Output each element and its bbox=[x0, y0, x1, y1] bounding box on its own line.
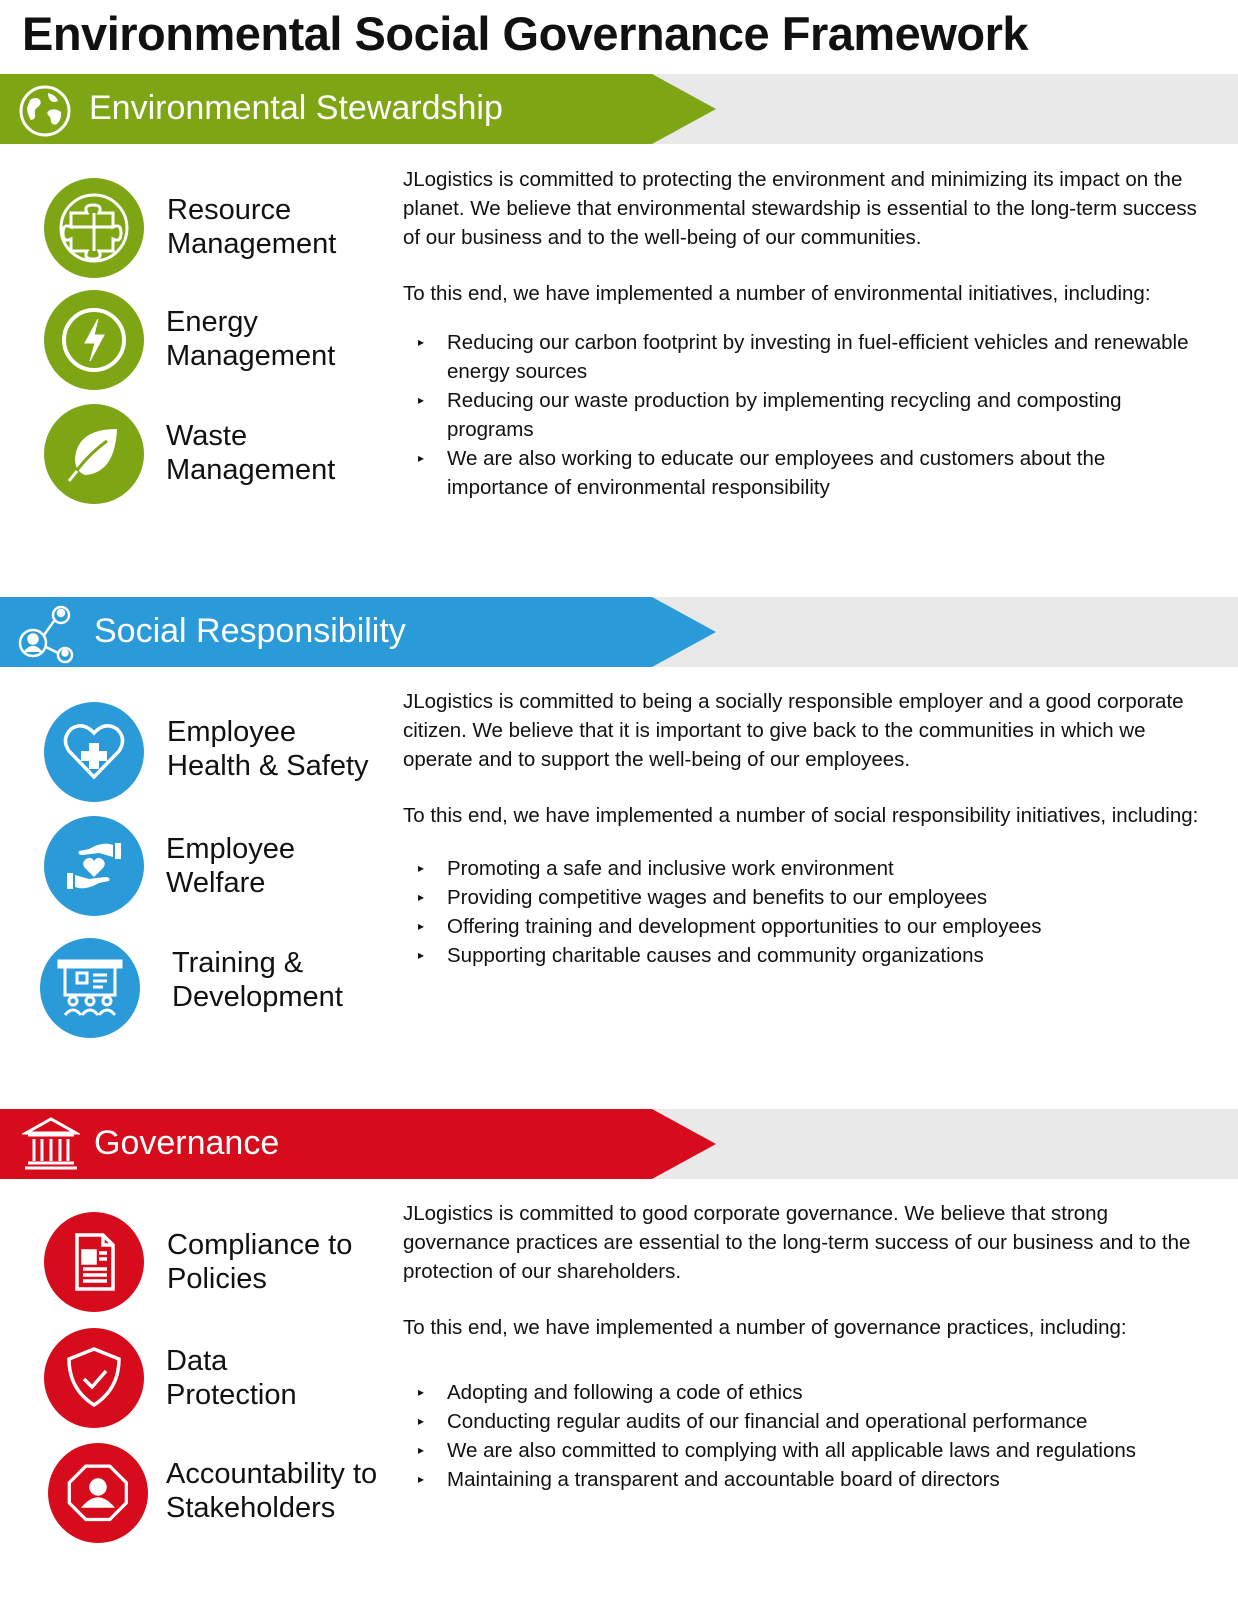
section-banner-social bbox=[0, 597, 1238, 667]
paragraph: To this end, we have implemented a number of governance practices, including: bbox=[403, 1316, 1127, 1339]
hands-heart-icon bbox=[44, 816, 144, 916]
section-body-environmental bbox=[403, 165, 1203, 502]
paragraph: To this end, we have implemented a number of social responsibility initiatives, including: bbox=[403, 804, 1199, 827]
leaf-icon bbox=[44, 404, 144, 504]
paragraph: JLogistics is committed to protecting the environment and minimizing its impact on the planet. We believe that environmental stewardship is essential to the long-term success of our business and to the well-being of our communities. bbox=[403, 168, 1197, 249]
item-label-data-protection: Data Protection bbox=[166, 1345, 297, 1411]
list-item: ▸ Offering training and development opportunities to our employees bbox=[403, 912, 1203, 941]
people-network-icon bbox=[16, 603, 78, 665]
list-item: ▸ Adopting and following a code of ethics bbox=[403, 1378, 1203, 1407]
globe-icon bbox=[18, 84, 72, 138]
item-label-employee-health-safety: Employee Health & Safety bbox=[167, 716, 369, 782]
item-label-compliance-to-policies: Compliance to Policies bbox=[167, 1229, 353, 1295]
page-title: Environmental Social Governance Framework bbox=[22, 7, 1029, 60]
item-label-accountability-to-stakeholders: Accountability to Stakeholders bbox=[166, 1458, 378, 1524]
list-item: ▸ Supporting charitable causes and community organizations bbox=[403, 941, 1203, 970]
bullet-list bbox=[403, 854, 1203, 970]
puzzle-icon bbox=[44, 178, 144, 278]
institution-icon bbox=[22, 1115, 80, 1173]
bullet-list bbox=[403, 328, 1203, 502]
item-label-training-development: Training & Development bbox=[172, 947, 343, 1013]
section-body-social bbox=[403, 687, 1203, 970]
paragraph: JLogistics is committed to being a socially responsible employer and a good corporate citizen. We believe that it is important to give back to the communities in which we operate and to support the well-being of our employees. bbox=[403, 690, 1184, 771]
list-item: ▸ Providing competitive wages and benefits to our employees bbox=[403, 883, 1203, 912]
paragraph: JLogistics is committed to good corporate governance. We believe that strong governance practices are essential to the long-term success of our business and to the protection of our shareholders. bbox=[403, 1202, 1191, 1283]
section-banner-environmental bbox=[0, 74, 1238, 144]
item-label-energy-management: Energy Management bbox=[166, 306, 336, 372]
list-item: ▸ Reducing our waste production by implementing recycling and composting programs bbox=[403, 386, 1203, 444]
item-label-employee-welfare: Employee Welfare bbox=[166, 833, 295, 899]
shield-check-icon bbox=[44, 1328, 144, 1428]
classroom-icon bbox=[40, 938, 140, 1038]
bullet-list bbox=[403, 1378, 1203, 1494]
list-item: ▸ Maintaining a transparent and accountable board of directors bbox=[403, 1465, 1203, 1494]
list-item: ▸ Promoting a safe and inclusive work environment bbox=[403, 854, 1203, 883]
section-title: Governance bbox=[94, 1124, 280, 1162]
list-item: ▸ Conducting regular audits of our financial and operational performance bbox=[403, 1407, 1203, 1436]
list-item: ▸ We are also committed to complying with all applicable laws and regulations bbox=[403, 1436, 1203, 1465]
section-banner-governance bbox=[0, 1109, 1238, 1179]
paragraph: To this end, we have implemented a number of environmental initiatives, including: bbox=[403, 282, 1151, 305]
lightning-icon bbox=[44, 290, 144, 390]
section-body-governance bbox=[403, 1199, 1203, 1494]
heart-plus-icon bbox=[44, 702, 144, 802]
item-label-resource-management: Resource Management bbox=[167, 194, 337, 260]
list-item: ▸ We are also working to educate our employees and customers about the importance of environmental responsibility bbox=[403, 444, 1203, 502]
list-item: ▸ Reducing our carbon footprint by investing in fuel-efficient vehicles and renewable energy sources bbox=[403, 328, 1203, 386]
person-badge-icon bbox=[48, 1443, 148, 1543]
section-title: Environmental Stewardship bbox=[89, 89, 503, 127]
section-title: Social Responsibility bbox=[94, 612, 406, 650]
document-icon bbox=[44, 1212, 144, 1312]
item-label-waste-management: Waste Management bbox=[166, 420, 336, 486]
